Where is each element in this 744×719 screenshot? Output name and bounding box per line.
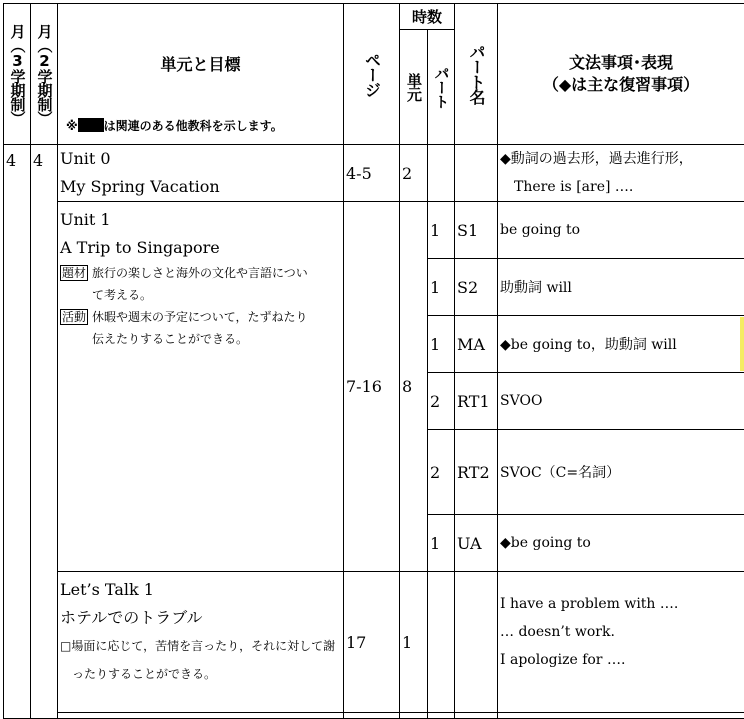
row-unit0 [4,145,744,202]
part-grammar: ◆be going to，助動詞 will [498,316,744,373]
unit0-grammar-line2: There is [are] …. [500,173,744,201]
unit1-subtitle: A Trip to Singapore [60,234,343,262]
header-grammar-line1: 文法事項･表現 [498,52,744,74]
header-note [66,117,283,134]
header-month-3term: 月（3学期制） [4,4,31,145]
highlight-strip [740,317,744,371]
unit1-hours: 8 [400,202,428,572]
part-number: 1 [428,316,455,373]
topic-tag: 題材 [60,265,88,281]
curriculum-table [3,3,744,719]
part-grammar: ◆be going to [498,515,744,572]
talk1-pages: 17 [344,572,400,713]
unit0-hours: 2 [400,145,428,202]
note-suffix: は関連のある他教科を示します。 [104,119,283,133]
part-name: S1 [455,202,498,259]
talk1-grammar-line2: … doesn’t work. [500,618,744,646]
unit1-topic [60,262,343,306]
month-2term-value: 4 [31,145,58,719]
talk1-grammar-line1: I have a problem with …. [500,590,744,618]
unit0-subtitle: My Spring Vacation [60,173,343,201]
unit1-title: Unit 1 [60,206,343,234]
header-unit-goal [58,4,344,145]
unit1-activity-line2: 伝えたりすることができる。 [60,328,343,350]
part-number: 2 [428,373,455,430]
header-unit-goal-label: 単元と目標 [58,52,343,75]
part-name: RT1 [455,373,498,430]
talk1-grammar [498,572,744,713]
unit1-topic-line1: 旅行の楽しさと海外の文化や言語につい [92,266,308,280]
redacted-block [78,118,104,132]
unit1-activity [60,306,343,350]
talk1-subtitle: ホテルでのトラブル [60,604,343,632]
part-name: RT2 [455,430,498,515]
unit0-title-cell [58,145,344,202]
header-hours: 時数 [400,4,455,30]
unit0-grammar-line1: ◆動詞の過去形，過去進行形， [500,145,744,173]
part-name: MA [455,316,498,373]
unit1-activity-line1: 休暇や週末の予定について，たずねたり [92,310,308,324]
unit0-pages: 4-5 [344,145,400,202]
row-talk1 [4,572,744,713]
unit1-title-cell [58,202,344,572]
unit0-grammar [498,145,744,202]
header-grammar-line2: （◆は主な復習事項） [498,74,744,96]
unit0-part-name [455,145,498,202]
part-number: 1 [428,515,455,572]
talk1-title: Let’s Talk 1 [60,576,343,604]
part-name: S2 [455,259,498,316]
talk1-goal-line1: □場面に応じて，苦情を言ったり，それに対して謝 [60,639,335,653]
talk1-goal-line2: ったりすることができる。 [60,660,343,688]
header-part: パート [428,30,455,145]
talk1-part-name [455,572,498,713]
talk1-hours: 1 [400,572,428,713]
talk1-grammar-line3: I apologize for …. [500,646,744,674]
header-month-2term: 月（2学期制） [31,4,58,145]
talk1-goal [60,632,343,688]
activity-tag: 活動 [60,309,88,325]
part-number: 1 [428,259,455,316]
part-number: 1 [428,202,455,259]
part-number: 2 [428,430,455,515]
part-grammar: SVOC（C=名詞） [498,430,744,515]
unit0-title: Unit 0 [60,145,343,173]
unit0-part [428,145,455,202]
header-part-name: パート名 [455,4,498,145]
part-grammar: 助動詞 will [498,259,744,316]
row-next [4,713,744,719]
unit1-topic-line2: て考える。 [60,284,343,306]
header-unit: 単元 [400,30,428,145]
talk1-part [428,572,455,713]
note-prefix: ※ [66,119,78,133]
unit1-pages: 7-16 [344,202,400,572]
part-name: UA [455,515,498,572]
header-grammar [498,4,744,145]
month-3term-value: 4 [4,145,31,719]
talk1-title-cell [58,572,344,713]
part-grammar: be going to [498,202,744,259]
header-page: ページ [344,4,400,145]
part-grammar: SVOO [498,373,744,430]
row-unit1-part1 [4,202,744,259]
